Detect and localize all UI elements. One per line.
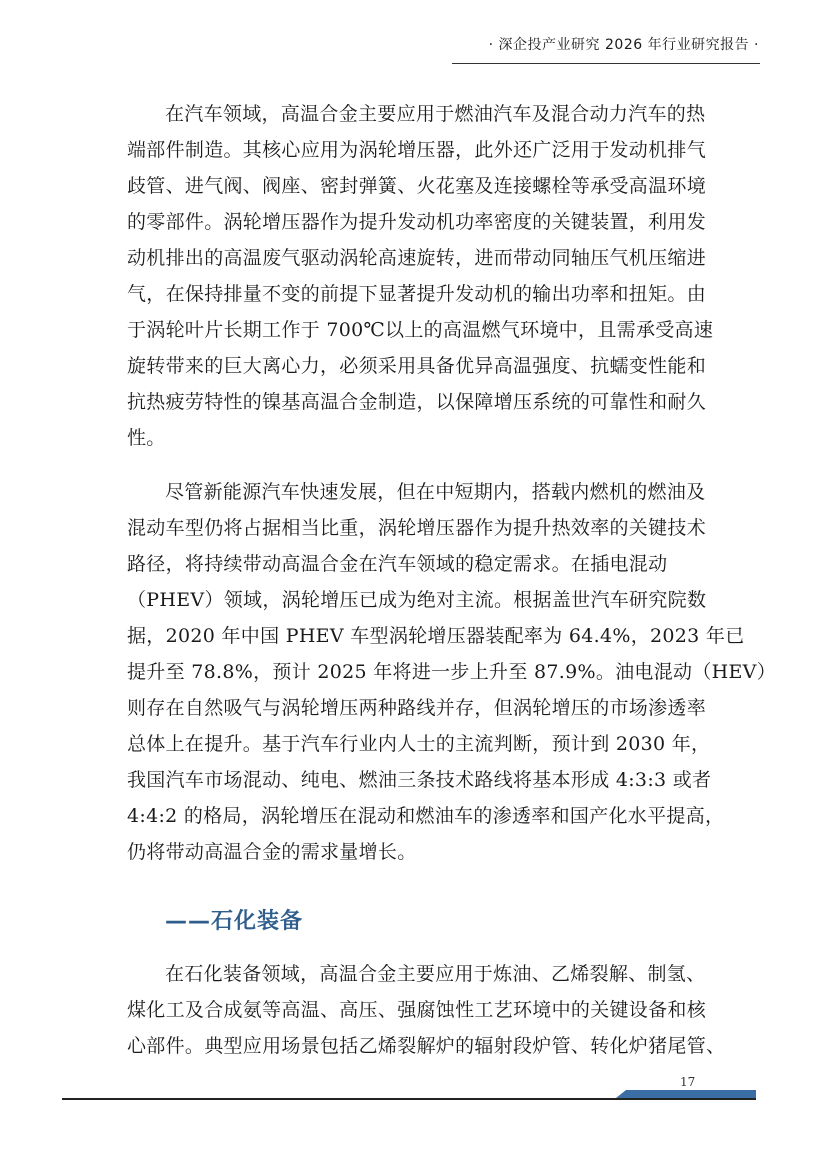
text-line: 总体上在提升。基于汽车行业内人士的主流判断，预计到 2030 年， [127, 733, 711, 755]
text-line: 在汽车领域，高温合金主要应用于燃油汽车及混合动力汽车的热 [165, 103, 706, 125]
text-line: 仍将带动高温合金的需求量增长。 [127, 841, 417, 863]
text-line: 在石化装备领域，高温合金主要应用于炼油、乙烯裂解、制氢、 [165, 963, 706, 985]
footer-divider [62, 1098, 756, 1100]
text-line: 尽管新能源汽车快速发展，但在中短期内，搭载内燃机的燃油及 [165, 481, 706, 503]
paragraph-hybrid-demand [127, 474, 776, 870]
text-line: 旋转带来的巨大离心力，必须采用具备优异高温强度、抗蠕变性能和 [127, 355, 707, 377]
footer-accent-wedge [616, 1090, 626, 1098]
header-divider [452, 63, 760, 64]
text-line: 煤化工及合成氨等高温、高压、强腐蚀性工艺环境中的关键设备和核 [127, 999, 707, 1021]
text-line: 歧管、进气阀、阀座、密封弹簧、火花塞及连接螺栓等承受高温环境 [127, 175, 707, 197]
text-line: 心部件。典型应用场景包括乙烯裂解炉的辐射段炉管、转化炉猪尾管、 [127, 1035, 726, 1057]
text-line: 动机排出的高温废气驱动涡轮高速旋转，进而带动同轴压气机压缩进 [127, 247, 707, 269]
text-line: 我国汽车市场混动、纯电、燃油三条技术路线将基本形成 4:3:3 或者 [127, 769, 712, 791]
section-heading: ——石化装备 [165, 909, 304, 934]
running-header: · 深企投产业研究 2026 年行业研究报告 · [488, 37, 759, 53]
paragraph-automotive [127, 96, 714, 456]
text-line: 端部件制造。其核心应用为涡轮增压器，此外还广泛用于发动机排气 [127, 139, 707, 161]
text-line: 提升至 78.8%，预计 2025 年将进一步上升至 87.9%。油电混动（HEV） [127, 661, 776, 683]
paragraph-petrochemical [127, 956, 726, 1064]
text-line: 据，2020 年中国 PHEV 车型涡轮增压器装配率为 64.4%，2023 年已 [127, 625, 745, 647]
text-line: 4:4:2 的格局，涡轮增压在混动和燃油车的渗透率和国产化水平提高， [127, 805, 725, 827]
text-line: 于涡轮叶片长期工作于 700℃以上的高温燃气环境中，且需承受高速 [127, 319, 714, 341]
page-number: 17 [680, 1075, 696, 1089]
text-line: 气，在保持排量不变的前提下显著提升发动机的输出功率和扭矩。由 [127, 283, 707, 305]
text-line: 则存在自然吸气与涡轮增压两种路线并存，但涡轮增压的市场渗透率 [127, 697, 707, 719]
text-line: （PHEV）领域，涡轮增压已成为绝对主流。根据盖世汽车研究院数 [127, 589, 707, 611]
text-line: 混动车型仍将占据相当比重，涡轮增压器作为提升热效率的关键技术 [127, 517, 707, 539]
text-line: 性。 [127, 427, 166, 449]
text-line: 路径，将持续带动高温合金在汽车领域的稳定需求。在插电混动 [127, 553, 668, 575]
text-line: 抗热疲劳特性的镍基高温合金制造，以保障增压系统的可靠性和耐久 [127, 391, 707, 413]
text-line: 的零部件。涡轮增压器作为提升发动机功率密度的关键装置，利用发 [127, 211, 707, 233]
footer-accent-bar [626, 1090, 756, 1098]
